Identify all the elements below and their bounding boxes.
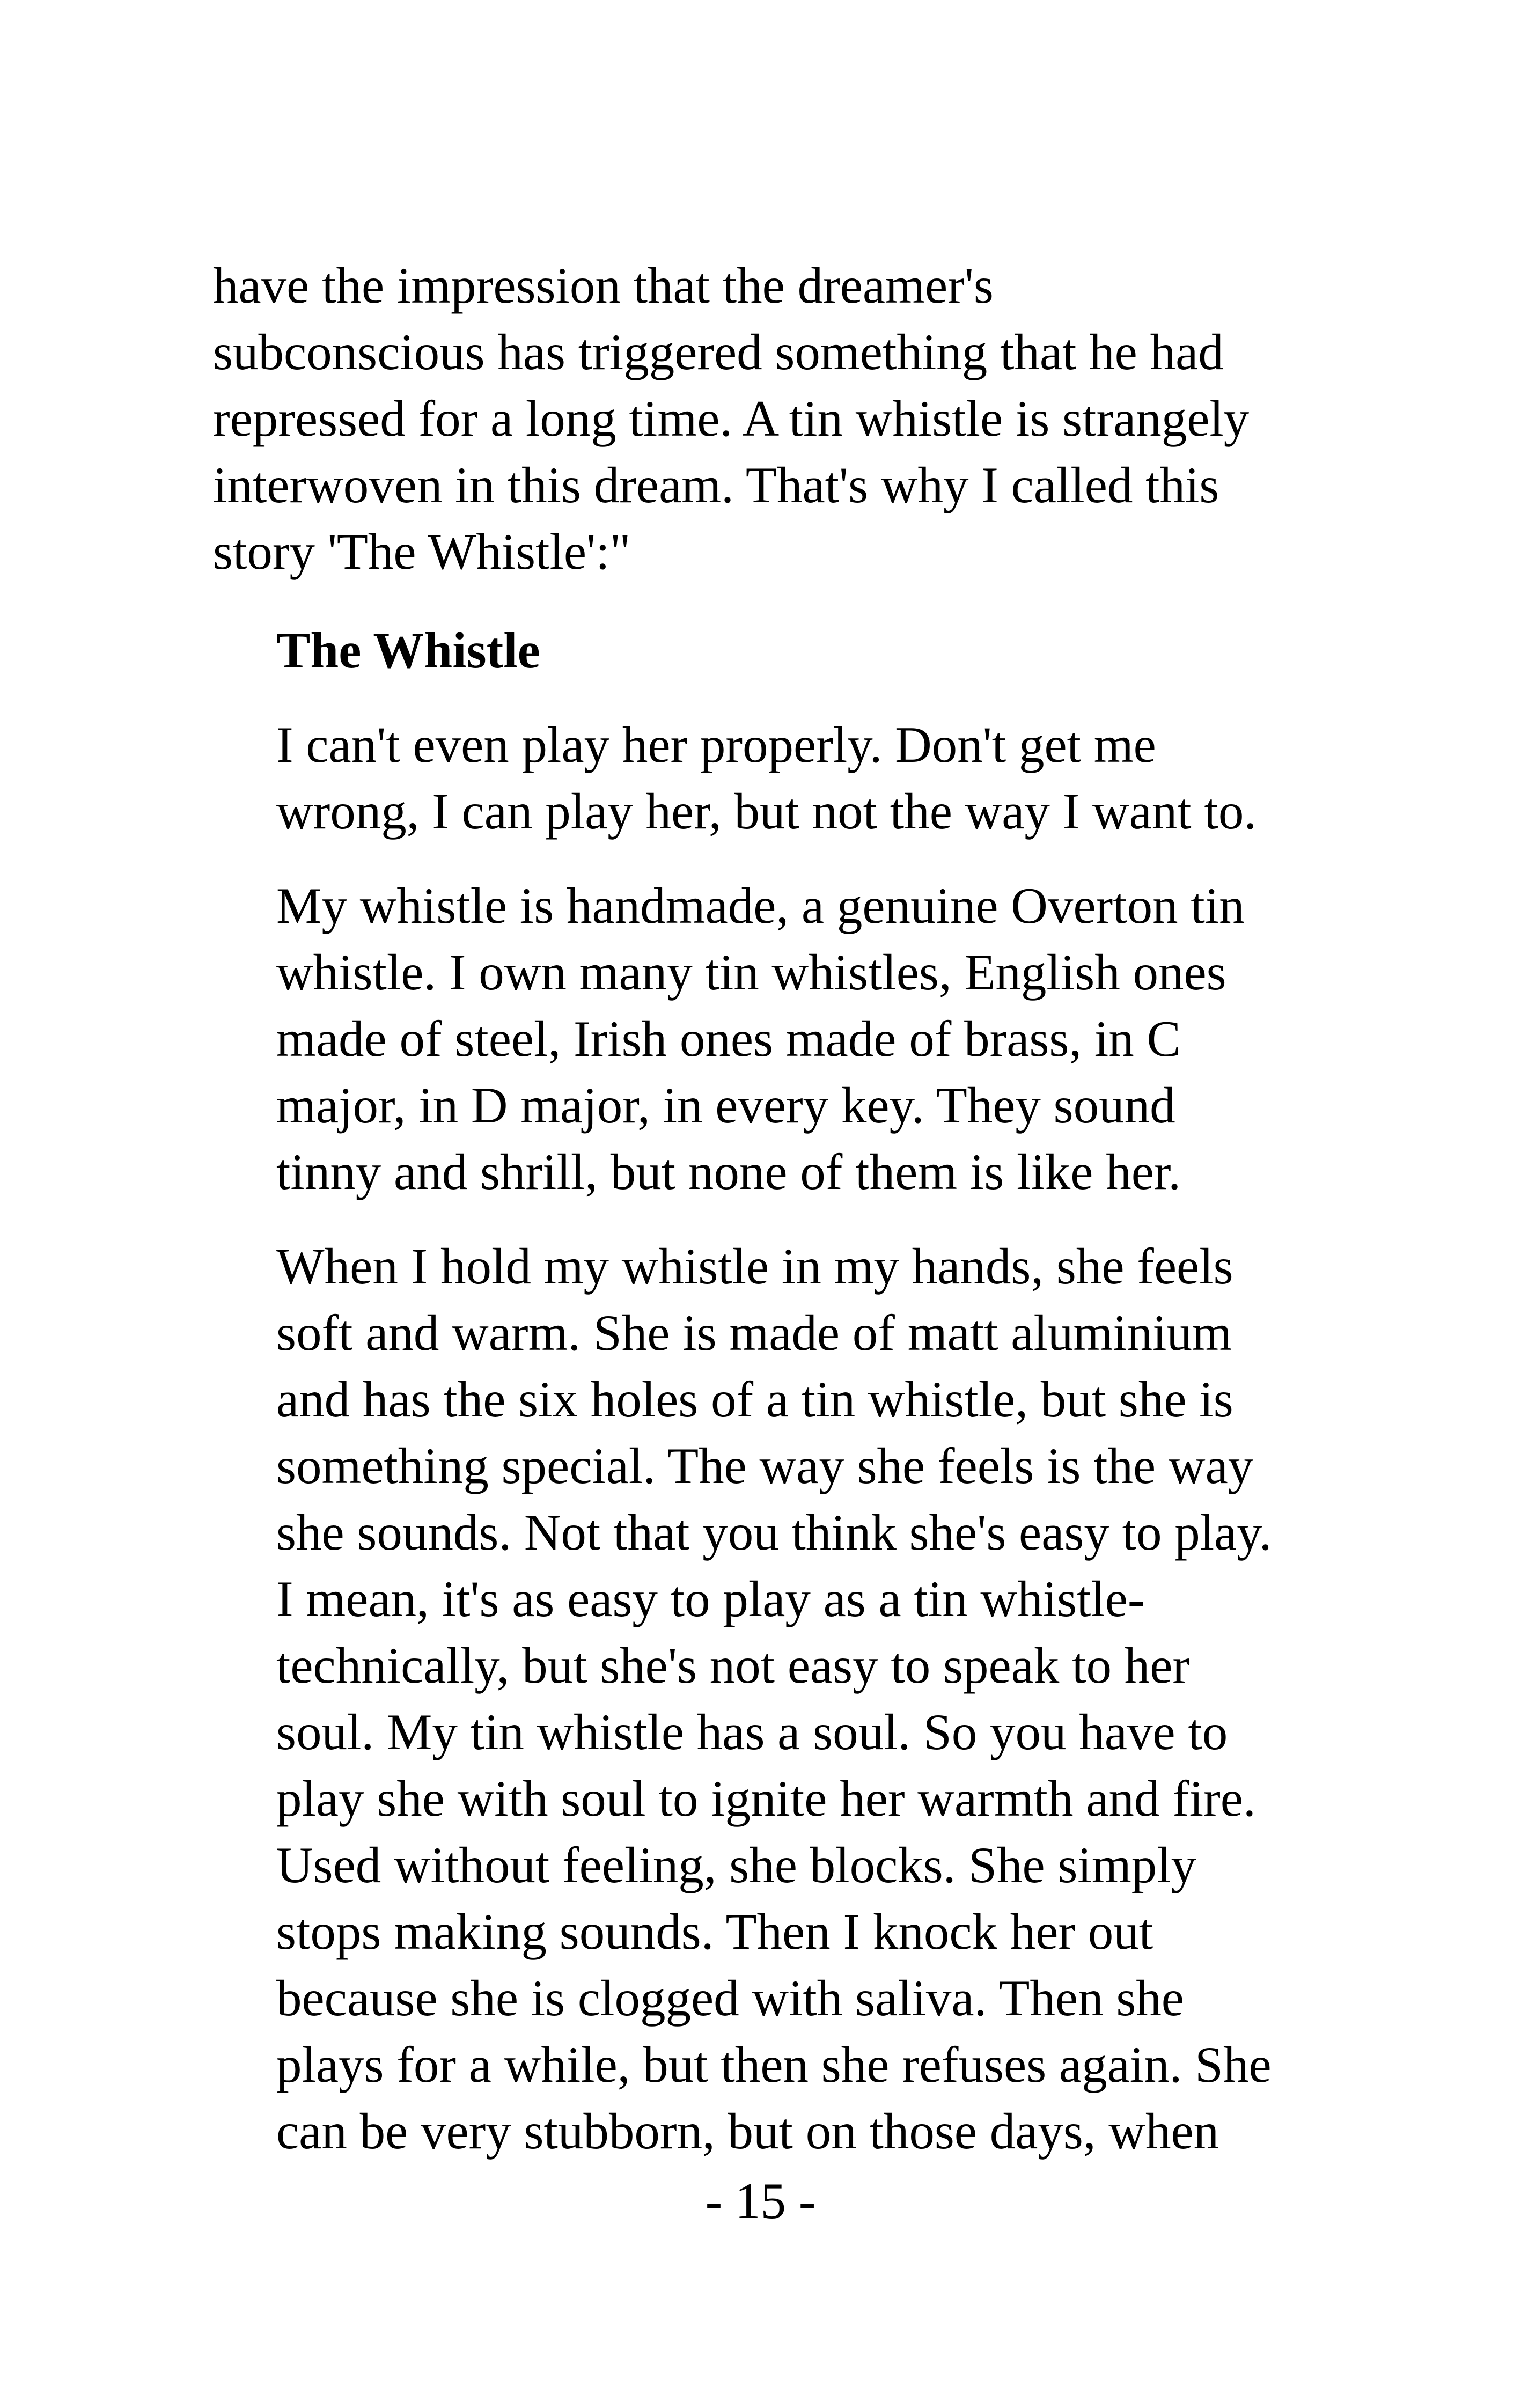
text-line: because she is clogged with saliva. Then she: [276, 1970, 1184, 2027]
story-paragraph: [276, 1233, 1371, 2164]
story-title: The Whistle: [276, 622, 540, 679]
text-line: have the impression that the dreamer's: [213, 257, 994, 314]
text-line: soul. My tin whistle has a soul. So you have to: [276, 1704, 1228, 1760]
text-line: story 'The Whistle':": [213, 523, 631, 580]
text-line: can be very stubborn, but on those days, when: [276, 2103, 1219, 2160]
text-line: subconscious has triggered something that he had: [213, 324, 1224, 380]
story-paragraph: [276, 872, 1371, 1205]
text-line: plays for a while, but then she refuses again. She: [276, 2036, 1272, 2093]
text-line: she sounds. Not that you think she's easy to play.: [276, 1504, 1272, 1561]
text-line: something special. The way she feels is the way: [276, 1437, 1254, 1494]
text-line: I mean, it's as easy to play as a tin whistle-: [276, 1570, 1145, 1627]
text-line: I can't even play her properly. Don't get me: [276, 716, 1156, 773]
text-line: interwoven in this dream. That's why I called this: [213, 457, 1219, 513]
text-line: whistle. I own many tin whistles, English ones: [276, 944, 1226, 1001]
text-line: wrong, I can play her, but not the way I want to.: [276, 783, 1257, 840]
intro-paragraph: [213, 252, 1350, 585]
text-line: My whistle is handmade, a genuine Overton tin: [276, 877, 1245, 934]
text-line: Used without feeling, she blocks. She simply: [276, 1837, 1197, 1893]
text-line: tinny and shrill, but none of them is like her.: [276, 1143, 1181, 1200]
story-paragraph: [276, 711, 1371, 845]
text-line: technically, but she's not easy to speak to her: [276, 1637, 1190, 1694]
text-line: When I hold my whistle in my hands, she feels: [276, 1238, 1233, 1295]
text-line: play she with soul to ignite her warmth and fire.: [276, 1770, 1256, 1827]
text-line: and has the six holes of a tin whistle, but she is: [276, 1371, 1233, 1428]
page-number: - 15 -: [705, 2172, 816, 2229]
text-line: major, in D major, in every key. They sound: [276, 1077, 1175, 1134]
text-line: made of steel, Irish ones made of brass, in C: [276, 1010, 1181, 1067]
text-line: repressed for a long time. A tin whistle is strangely: [213, 390, 1250, 447]
text-line: soft and warm. She is made of matt aluminium: [276, 1304, 1232, 1361]
story-section: [276, 617, 1371, 2164]
text-line: stops making sounds. Then I knock her out: [276, 1903, 1153, 1960]
